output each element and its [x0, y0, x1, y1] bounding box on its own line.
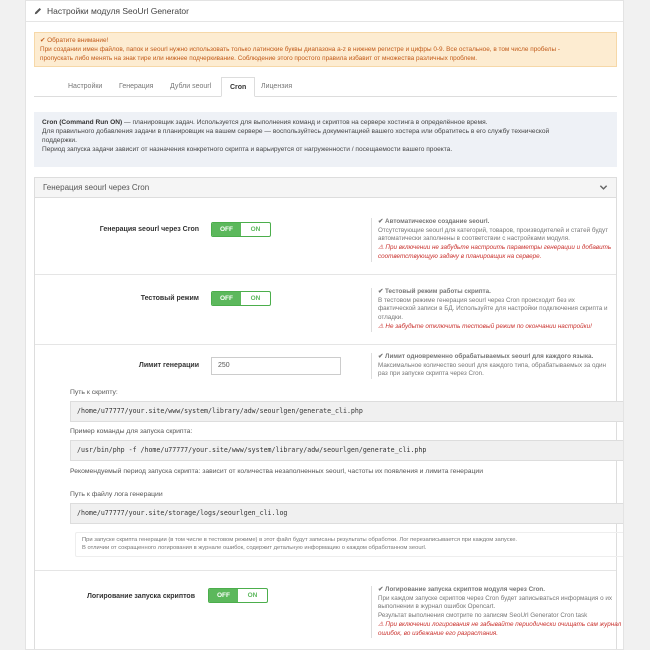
test-mode-off[interactable]: OFF	[212, 292, 241, 305]
logging-off[interactable]: OFF	[209, 589, 238, 602]
log-note	[75, 532, 624, 557]
test-help-1: В тестовом режиме генерация seourl через Cron происходит без их	[378, 296, 575, 304]
cron-info-box	[34, 112, 617, 167]
page-title: Настройки модуля SeoUrl Generator	[47, 6, 189, 16]
tab-duplicates[interactable]: Дубли seourl	[170, 83, 212, 90]
test-mode-label: Тестовый режим	[140, 295, 199, 302]
log-path-label: Путь к файлу лога генерации	[70, 491, 163, 498]
logging-help-1: При каждом запуске скриптов через Cron будет записываться информация о их	[378, 594, 613, 602]
logging-on[interactable]: ON	[247, 592, 258, 599]
logging-warn-2: ошибок, во избежание его разрастания.	[378, 629, 499, 637]
test-help-2: фактической записи в БД. Используйте для настройки подключения скрипта и	[378, 305, 608, 313]
settings-panel	[25, 0, 624, 650]
logging-help	[371, 586, 624, 638]
alert-text-1: При создании имен файлов, папок и seourl нужно использовать только латинские буквы диапазона a-z в нижнем регистре и цифры 0-9. Все остальное, в том числе пробелы -	[40, 46, 560, 53]
limit-label: Лимит генерации	[138, 362, 199, 369]
test-help-title: ✔ Тестовый режим работы скрипта.	[378, 288, 491, 295]
limit-help	[371, 353, 624, 379]
info-text-2: Для правильного добавления задачи в планировщик на вашем сервере — воспользуйтесь документацией вашего хостера или обратитесь в его службу технической	[42, 128, 550, 135]
gen-help-2: автоматически заполнены в соответствии с настройками модуля.	[378, 235, 570, 243]
gen-help-1: Отсутствующие seourl для категорий, товаров, производителей и статей будут	[378, 226, 608, 234]
log-path-field[interactable]: /home/u77777/your.site/storage/logs/seourlgen_cli.log	[70, 503, 624, 524]
test-help-3: отладки.	[378, 314, 403, 322]
logging-warn-1: ⚠ При включении логирования не забывайте периодически очищать сам журнал	[378, 620, 622, 628]
alert-text-2: пропускать либо менять на знак тире или нижнее подчеркивание. Соблюдение этого простого правила избавит от множества различных проблем.	[40, 55, 478, 62]
gen-help-title: ✔ Автоматическое создание seourl.	[378, 218, 490, 225]
info-bold: Cron (Command Run ON)	[42, 119, 123, 126]
divider	[35, 570, 616, 571]
command-field[interactable]: /usr/bin/php -f /home/u77777/your.site/www/system/library/adw/seourlgen/generate_cli.php	[70, 440, 624, 461]
period-text: Рекомендуемый период запуска скрипта: зависит от количества незаполненных seourl, частоты их появления и лимита генерации	[70, 468, 483, 475]
pencil-icon	[34, 7, 42, 15]
gen-cron-label: Генерация seourl через Cron	[99, 226, 199, 233]
test-mode-help	[371, 288, 624, 332]
tab-generation[interactable]: Генерация	[119, 83, 154, 90]
test-mode-on[interactable]: ON	[250, 295, 261, 302]
limit-help-1: Максимальное количество seourl для каждого типа, обрабатываемых за один	[378, 361, 607, 369]
tab-license[interactable]: Лицензия	[261, 83, 293, 90]
gen-warn-2: соответствующую задачу в планировщик на сервере.	[378, 252, 542, 260]
gen-warn-1: ⚠ При включении не забудьте настроить параметры генерации и добавить	[378, 244, 612, 252]
logging-help-2: выполнении в журнал ошибок Opencart.	[378, 603, 496, 611]
tab-bar	[34, 77, 617, 97]
tab-cron[interactable]: Cron	[221, 77, 255, 97]
command-label: Пример команды для запуска скрипта:	[70, 428, 193, 435]
info-text-4: Период запуска задачи зависит от назначения конкретного скрипта и варьируется от нагруженности / посещаемости вашего проекта.	[42, 146, 453, 153]
limit-input[interactable]: 250	[211, 357, 341, 375]
info-text-3: поддержки.	[42, 137, 77, 144]
section-heading[interactable]	[35, 178, 616, 198]
chevron-down-icon[interactable]	[599, 183, 608, 192]
tab-settings[interactable]: Настройки	[68, 83, 103, 90]
script-path-label: Путь к скрипту:	[70, 389, 118, 396]
divider	[35, 344, 616, 345]
script-path-field[interactable]: /home/u77777/your.site/www/system/library/adw/seourlgen/generate_cli.php	[70, 401, 624, 422]
logging-help-3: Результат выполнения смотрите по записям SeoUrl Generator Cron task	[378, 612, 588, 620]
cron-generation-section	[34, 177, 622, 650]
limit-help-title: ✔ Лимит одновременно обрабатываемых seourl для каждого языка.	[378, 353, 594, 360]
divider	[35, 274, 616, 275]
logging-label: Логирование запуска скриптов	[86, 593, 195, 600]
logging-toggle[interactable]	[208, 588, 268, 603]
gen-cron-help	[371, 218, 624, 262]
logging-help-title: ✔ Логирование запуска скриптов модуля через Cron.	[378, 586, 546, 593]
section-title: Генерация seourl через Cron	[43, 183, 150, 192]
gen-cron-on[interactable]: ON	[250, 226, 261, 233]
test-warn: ⚠ Не забудьте отключить тестовый режим по окончании настройки!	[378, 322, 592, 330]
panel-heading	[26, 1, 623, 22]
log-note-1: При запуске скрипта генерации (в том числе в тестовом режиме) в этот файл будут записаны результаты обработки. Лог перезаписывается при каждом запуске.	[82, 537, 518, 543]
log-note-2: В отличии от сокращенного логирования в журнале ошибок, содержит детальную информацию о каждом обработанном seourl.	[82, 545, 427, 551]
gen-cron-toggle[interactable]	[211, 222, 271, 237]
info-text-1: — планировщик задач. Используется для выполнения команд и скриптов на сервере хостинга в определённое время.	[122, 119, 488, 126]
alert-title: ✔ Обратите внимание!	[40, 37, 109, 44]
test-mode-toggle[interactable]	[211, 291, 271, 306]
attention-alert	[34, 32, 617, 67]
limit-help-2: раз при запуске скрипта через Cron.	[378, 370, 484, 378]
gen-cron-off[interactable]: OFF	[212, 223, 241, 236]
